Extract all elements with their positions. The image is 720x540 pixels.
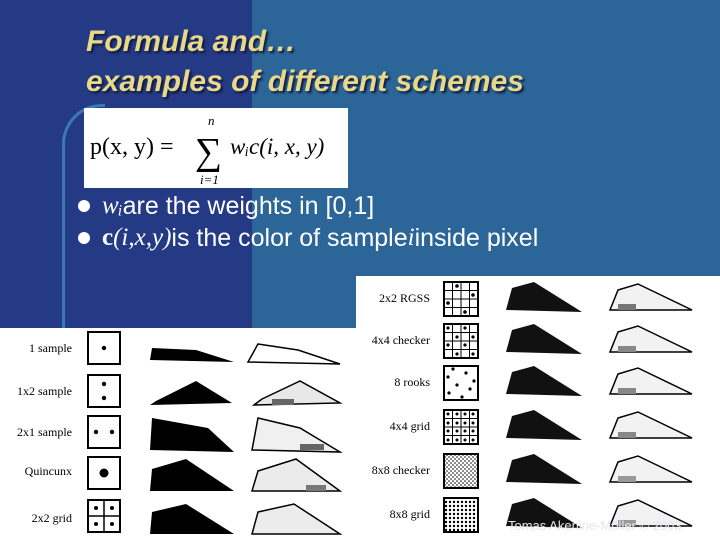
title-line-1: Formula and… bbox=[86, 25, 297, 58]
color-symbol: c bbox=[102, 224, 114, 251]
scheme-label: 4x4 grid bbox=[389, 419, 430, 433]
scheme-label: 8x8 checker bbox=[371, 463, 430, 477]
sample-index-symbol: i bbox=[407, 224, 415, 251]
sigma-symbol: ∑ bbox=[195, 131, 223, 173]
scheme-label: 2x1 sample bbox=[17, 425, 72, 439]
formula-sum-lower: i=1 bbox=[200, 172, 219, 187]
formula-equation bbox=[84, 108, 348, 188]
copyright-footer: Tomas Akenine-Mőller © 2003 bbox=[508, 518, 682, 533]
bullet-list bbox=[78, 190, 538, 254]
scheme-label: Quincunx bbox=[24, 464, 72, 478]
scheme-label: 1 sample bbox=[29, 341, 72, 355]
formula-lhs: p(x, y) = bbox=[90, 134, 174, 160]
color-args: (i,x,y) bbox=[113, 224, 172, 251]
sampling-figure-left bbox=[0, 328, 356, 540]
bullet-dot bbox=[78, 200, 90, 212]
title-line-2: examples of different schemes bbox=[86, 65, 524, 98]
formula-sum-upper: n bbox=[208, 113, 215, 128]
scheme-label: 8 rooks bbox=[394, 375, 430, 389]
scheme-label: 2x2 grid bbox=[31, 511, 72, 525]
formula-rhs: wᵢc(i, x, y) bbox=[230, 134, 325, 159]
sampling-figure-right-svg bbox=[356, 276, 720, 540]
bullet-weights-text: are the weights in [0,1] bbox=[122, 192, 375, 220]
slide-title bbox=[86, 22, 524, 102]
scheme-label: 4x4 checker bbox=[371, 333, 430, 347]
scheme-label: 2x2 RGSS bbox=[378, 291, 430, 305]
weight-symbol: wᵢ bbox=[102, 192, 123, 219]
scheme-label: 1x2 sample bbox=[17, 384, 72, 398]
bullet-color bbox=[78, 222, 538, 254]
sampling-figure-left-svg bbox=[0, 328, 356, 540]
bullet-color-text-2: inside pixel bbox=[414, 224, 539, 252]
scheme-label: 8x8 grid bbox=[389, 507, 430, 521]
bullet-dot bbox=[78, 232, 90, 244]
sampling-figure-right bbox=[356, 276, 720, 540]
formula-box bbox=[84, 108, 348, 188]
bullet-weights bbox=[78, 190, 538, 222]
bullet-color-text-1: is the color of sample bbox=[171, 224, 408, 252]
